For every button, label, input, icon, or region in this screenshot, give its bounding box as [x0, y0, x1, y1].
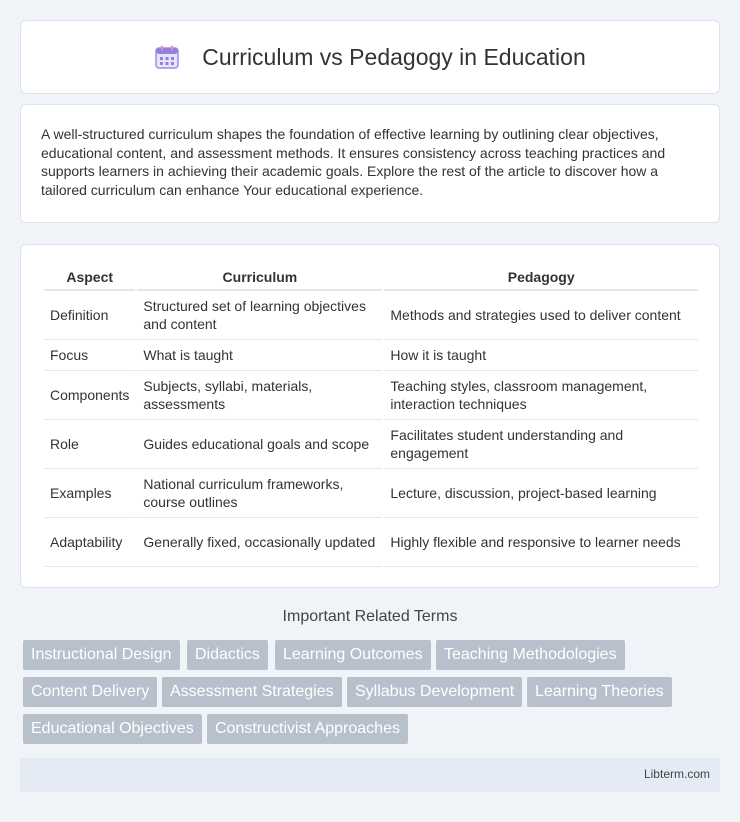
header-pedagogy: Pedagogy: [384, 265, 698, 291]
calendar-icon: [154, 44, 180, 70]
cell-aspect: Definition: [44, 291, 135, 340]
footer-site-link[interactable]: Libterm.com: [643, 767, 710, 781]
cell-curriculum: Subjects, syllabi, materials, assessments: [137, 371, 382, 420]
tag-content-delivery[interactable]: Content Delivery: [23, 677, 157, 707]
comparison-table: [42, 265, 700, 567]
cell-curriculum: National curriculum frameworks, course outlines: [137, 469, 382, 518]
tag-learning-outcomes[interactable]: Learning Outcomes: [275, 640, 431, 670]
cell-aspect: Components: [44, 371, 135, 420]
title-card: [20, 20, 720, 94]
cell-pedagogy: Teaching styles, classroom management, interaction techniques: [384, 371, 698, 420]
tag-constructivist-approaches[interactable]: Constructivist Approaches: [207, 714, 408, 744]
tag-teaching-methodologies[interactable]: Teaching Methodologies: [436, 640, 625, 670]
cell-pedagogy: Facilitates student understanding and engagement: [384, 420, 698, 469]
cell-pedagogy: Highly flexible and responsive to learner needs: [384, 518, 698, 567]
intro-text: A well-structured curriculum shapes the foundation of effective learning by outlining clear objectives, educational content, and assessment methods. It ensures consistency across teaching practices and supports learners in achieving their academic goals. Explore the rest of the article to discover how a tailored curriculum can enhance Your educational experience.: [41, 126, 666, 198]
footer: [20, 758, 720, 792]
cell-aspect: Role: [44, 420, 135, 469]
related-terms-title: Important Related Terms: [282, 608, 458, 625]
header-aspect: Aspect: [44, 265, 135, 291]
table-row: [44, 518, 698, 567]
tag-didactics[interactable]: Didactics: [187, 640, 268, 670]
cell-aspect: Examples: [44, 469, 135, 518]
cell-aspect: Focus: [44, 340, 135, 371]
tag-learning-theories[interactable]: Learning Theories: [527, 677, 672, 707]
cell-pedagogy: Lecture, discussion, project-based learning: [384, 469, 698, 518]
table-row: [44, 291, 698, 340]
table-row: [44, 371, 698, 420]
cell-pedagogy: Methods and strategies used to deliver content: [384, 291, 698, 340]
table-row: [44, 340, 698, 371]
table-row: [44, 420, 698, 469]
tag-educational-objectives[interactable]: Educational Objectives: [23, 714, 202, 744]
comparison-table-card: [20, 244, 720, 588]
page-title: Curriculum vs Pedagogy in Education: [202, 43, 586, 70]
cell-pedagogy: How it is taught: [384, 340, 698, 371]
cell-aspect: Adaptability: [44, 518, 135, 567]
header-curriculum: Curriculum: [137, 265, 382, 291]
tag-assessment-strategies[interactable]: Assessment Strategies: [162, 677, 342, 707]
cell-curriculum: Guides educational goals and scope: [137, 420, 382, 469]
cell-curriculum: Generally fixed, occasionally updated: [137, 518, 382, 567]
table-row: [44, 469, 698, 518]
intro-card: [20, 104, 720, 223]
cell-curriculum: Structured set of learning objectives and content: [137, 291, 382, 340]
tag-instructional-design[interactable]: Instructional Design: [23, 640, 180, 670]
tag-syllabus-development[interactable]: Syllabus Development: [347, 677, 522, 707]
cell-curriculum: What is taught: [137, 340, 382, 371]
